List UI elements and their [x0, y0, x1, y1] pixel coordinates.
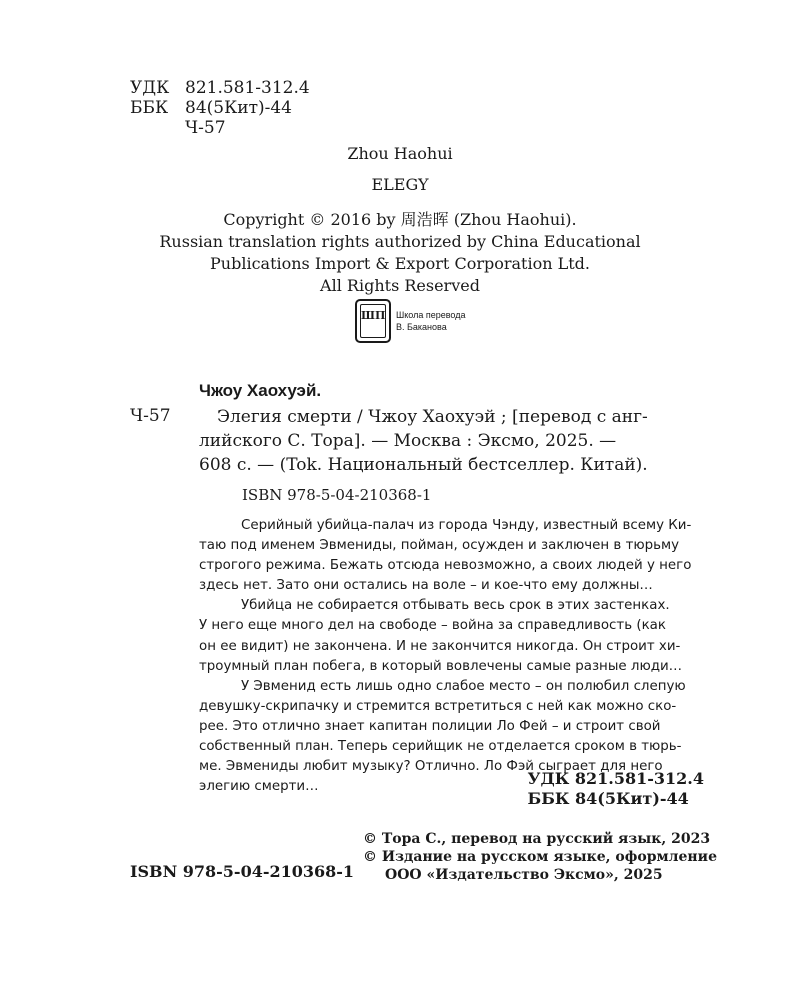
annotation-line: ме. Эвмениды любит музыку? Отлично. Ло Фэй сыграет для него — [199, 759, 663, 775]
catalog-author-mark: Ч-57 — [130, 406, 171, 426]
original-author: Zhou Haohui — [347, 144, 453, 163]
logo-mark-letters: ШП — [360, 304, 386, 338]
annotation — [199, 516, 704, 797]
bottom-udk: УДК 821.581-312.4 — [527, 769, 704, 788]
bottom-isbn: ISBN 978-5-04-210368-1 — [130, 862, 355, 881]
annotation-line: У Эвменид есть лишь одно слабое место – он полюбил слепую — [241, 678, 686, 694]
annotation-line: он ее видит) не закончена. И не закончится никогда. Он строит хи- — [199, 638, 681, 654]
annotation-line: Убийца не собирается отбывать весь срок в этих застенках. — [241, 598, 670, 614]
catalog-description-line: лийского С. Тора]. — Москва : Эксмо, 2025. — — [199, 431, 617, 451]
catalog-description-line: 608 с. — (Tok. Национальный бестселлер. Китай). — [199, 455, 648, 475]
udk-value: 821.581-312.4 — [185, 78, 310, 98]
annotation-line: здесь нет. Зато они остались на воле – и кое-что ему должны… — [199, 578, 653, 594]
logo-caption-line: Школа перевода — [396, 310, 466, 320]
author-mark: Ч-57 — [185, 118, 226, 138]
catalog-isbn: ISBN 978-5-04-210368-1 — [242, 486, 432, 504]
udk-label: УДК — [130, 78, 170, 98]
classification-codes — [130, 78, 310, 138]
russian-copyright — [363, 830, 717, 884]
bbk-value: 84(5Кит)-44 — [185, 98, 292, 118]
annotation-line: строгого режима. Бежать отсюда невозможно, а своих людей у него — [199, 558, 692, 574]
udk-row — [130, 78, 310, 98]
annotation-line: рее. Это отлично знает капитан полиции Ло Фей – и строит свой — [199, 718, 661, 734]
annotation-paragraph — [199, 516, 704, 596]
annotation-line: девушку-скрипачку и стремится встретиться с ней как можно ско- — [199, 698, 677, 714]
original-title: ELEGY — [371, 175, 429, 194]
annotation-line: троумный план побега, в который вовлечены самые разные люди… — [199, 658, 683, 674]
annotation-line: собственный план. Теперь серийщик не отделается сроком в тюрь- — [199, 739, 682, 755]
catalog-description — [199, 405, 704, 477]
annotation-line: У него еще много дел на свободе – война за справедливость (как — [199, 618, 666, 634]
annotation-line: таю под именем Эвмениды, пойман, осужден и заключен в тюрьму — [199, 538, 680, 554]
russian-copyright-line: © Тора С., перевод на русский язык, 2023 — [363, 831, 711, 847]
bbk-row — [130, 98, 310, 118]
bottom-classification-codes — [528, 769, 704, 809]
russian-copyright-line: © Издание на русском языке, оформление — [363, 849, 717, 865]
copyright-notice — [0, 209, 800, 297]
bottom-bbk: ББК 84(5Кит)-44 — [527, 789, 689, 808]
russian-copyright-line: ООО «Издательство Эксмо», 2025 — [385, 867, 663, 883]
author-mark-row — [130, 118, 310, 138]
copyright-line: Publications Import & Export Corporation Ltd. — [210, 254, 590, 273]
bbk-label: ББК — [130, 98, 169, 118]
copyright-line: Russian translation rights authorized by China Educational — [159, 232, 641, 251]
annotation-line: Серийный убийца-палач из города Чэнду, известный всему Ки- — [241, 518, 692, 533]
annotation-paragraph — [199, 596, 704, 676]
catalog-author: Чжоу Хаохуэй. — [199, 381, 322, 400]
catalog-description-line: Элегия смерти / Чжоу Хаохуэй ; [перевод с анг- — [217, 407, 648, 427]
copyright-line: Copyright © 2016 by 周浩晖 (Zhou Haohui). — [223, 210, 577, 229]
copyright-line: All Rights Reserved — [320, 276, 480, 295]
annotation-line: элегию смерти… — [199, 779, 319, 795]
logo-caption — [396, 309, 466, 333]
translation-school-logo — [355, 299, 475, 345]
logo-mark-icon — [355, 299, 391, 343]
logo-caption-line: В. Баканова — [396, 322, 447, 332]
